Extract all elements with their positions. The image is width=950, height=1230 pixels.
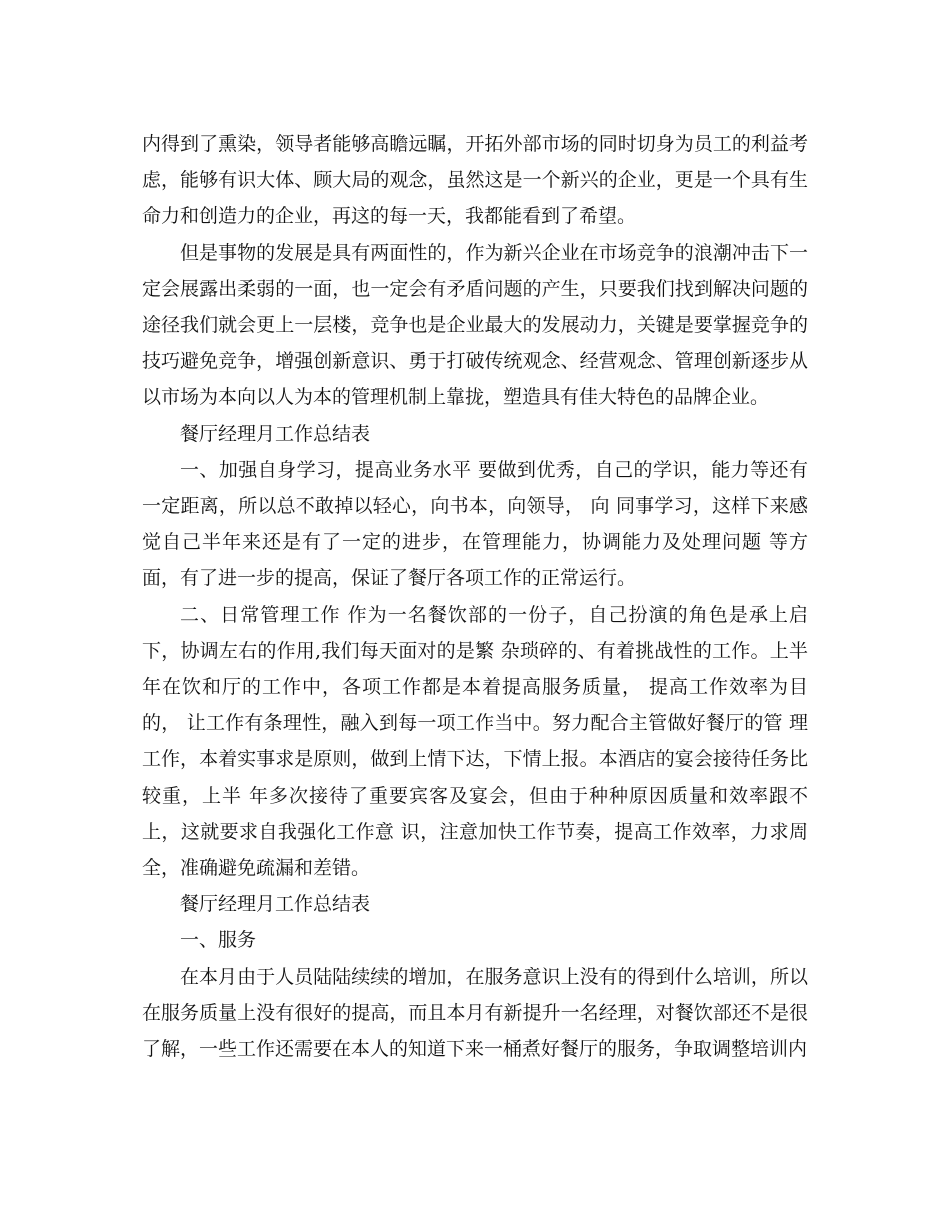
paragraph-continuation: 内得到了熏染，领导者能够高瞻远瞩，开拓外部市场的同时切身为员工的利益考虑，能够有识大体、顾大局的观念，虽然这是一个新兴的企业，更是一个具有生命力和创造力的企业，再这的每一天，我都能看到了希望。	[142, 133, 808, 228]
paragraph-market-competition: 但是事物的发展是具有两面性的，作为新兴企业在市场竞争的浪潮冲击下一定会展露出柔弱的一面，也一定会有矛盾问题的产生，只要我们找到解决问题的途径我们就会更上一层楼，竞争也是企业最大的发展动力，关键是要掌握竞争的技巧避免竞争，增强创新意识、勇于打破传统观念、经营观念、管理创新逐步从以市场为本向以人为本的管理机制上靠拢，塑造具有佳大特色的品牌企业。	[142, 241, 808, 409]
document-body	[142, 126, 808, 1067]
paragraph-service: 在本月由于人员陆陆续续的增加，在服务意识上没有的得到什么培训，所以在服务质量上没有很好的提高，而且本月有新提升一名经理，对餐饮部还不是很了解，一些工作还需要在本人的知道下来一桶煮好餐厅的服务，争取调整培训内	[142, 965, 808, 1061]
section-heading-summary-2: 餐厅经理月工作总结表	[180, 893, 371, 916]
section-heading-summary-1: 餐厅经理月工作总结表	[180, 422, 371, 445]
paragraph-daily-management: 二、日常管理工作 作为一名餐饮部的一份子，自己扮演的角色是承上启下，协调左右的作用,我们每天面对的是繁 杂琐碎的、有着挑战性的工作。上半年在饮和厅的工作中，各项工作都是本着提高服务质量， 提高工作效率为目的， 让工作有条理性，融入到每一项工作当中。努力配合主管做好餐厅的管 理工作，本着实事求是原则，做到上情下达，下情上报。本酒店的宴会接待任务比较重，上半 年多次接待了重要宾客及宴会，但由于种种原因质量和效率跟不上，这就要求自我强化工作意 识，注意加快工作节奏，提高工作效率，力求周全，准确避免疏漏和差错。	[142, 603, 808, 880]
section-heading-service: 一、服务	[180, 929, 257, 952]
paragraph-self-study: 一、加强自身学习，提高业务水平 要做到优秀，自己的学识，能力等还有一定距离，所以总不敢掉以轻心，向书本，向领导， 向 同事学习，这样下来感觉自己半年来还是有了一定的进步，在管理能力，协调能力及处理问题 等方面，有了进一步的提高，保证了餐厅各项工作的正常运行。	[142, 458, 808, 590]
